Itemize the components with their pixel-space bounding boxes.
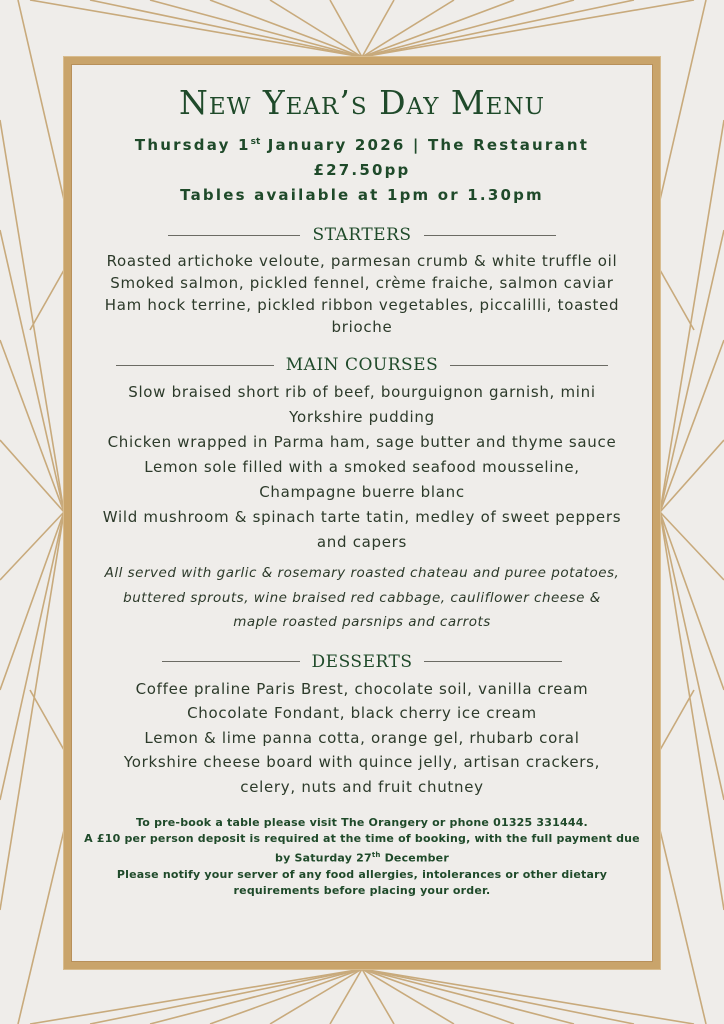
divider-rule bbox=[450, 365, 608, 366]
menu-item: Lemon sole filled with a smoked seafood mousseline, Champagne buerre blanc bbox=[144, 458, 580, 501]
menu-frame bbox=[64, 57, 660, 969]
starters-list bbox=[71, 250, 653, 338]
mains-heading bbox=[71, 354, 653, 376]
desserts-heading-label: DESSERTS bbox=[311, 651, 413, 672]
menu-item: Chicken wrapped in Parma ham, sage butter and thyme sauce bbox=[107, 433, 617, 451]
menu-content bbox=[71, 64, 653, 899]
divider-rule bbox=[168, 235, 300, 236]
menu-item: Chocolate Fondant, black cherry ice cream bbox=[187, 704, 537, 722]
date-weekday: Thursday 1 bbox=[134, 136, 251, 154]
desserts-list bbox=[71, 677, 653, 800]
divider-rule bbox=[424, 235, 556, 236]
mains-sides-note: All served with garlic & rosemary roasted chateau and puree potatoes, buttered sprouts, wine braised red cabbage, cauliflower cheese & maple roasted parsnips and carrots bbox=[104, 565, 620, 630]
starters-heading bbox=[71, 224, 653, 246]
menu-item: Smoked salmon, pickled fennel, crème fraiche, salmon caviar bbox=[110, 274, 614, 292]
allergy-line: Please notify your server of any food allergies, intolerances or other dietary requirements before placing your order. bbox=[116, 867, 608, 897]
deposit-line bbox=[83, 831, 641, 867]
deposit-ordinal: th bbox=[371, 851, 381, 859]
menu-tables: Tables available at 1pm or 1.30pm bbox=[180, 186, 544, 204]
menu-item: Wild mushroom & spinach tarte tatin, medley of sweet peppers and capers bbox=[102, 508, 622, 551]
mains-heading-label: MAIN COURSES bbox=[285, 355, 439, 375]
desserts-heading bbox=[71, 651, 653, 673]
deposit-text: A £10 per person deposit is required at the time of booking, with the full payment due by Saturday 27 bbox=[84, 832, 640, 865]
menu-item: Ham hock terrine, pickled ribbon vegetables, piccalilli, toasted brioche bbox=[104, 296, 620, 336]
menu-item: Coffee praline Paris Brest, chocolate soil, vanilla cream bbox=[135, 679, 589, 698]
divider-rule bbox=[162, 661, 300, 662]
menu-title: New Year’s Day Menu bbox=[179, 83, 545, 122]
date-ordinal: st bbox=[250, 137, 261, 147]
menu-item: Slow braised short rib of beef, bourguignon garnish, mini Yorkshire pudding bbox=[128, 383, 596, 426]
divider-rule bbox=[424, 661, 562, 662]
menu-price: £27.50pp bbox=[313, 161, 411, 179]
deposit-text-end: December bbox=[380, 851, 449, 865]
menu-item: Yorkshire cheese board with quince jelly, artisan crackers, celery, nuts and fruit chutney bbox=[123, 753, 601, 796]
booking-info bbox=[83, 815, 641, 899]
menu-date bbox=[71, 130, 653, 158]
mains-list bbox=[71, 380, 653, 555]
menu-item: Lemon & lime panna cotta, orange gel, rhubarb coral bbox=[144, 728, 580, 747]
date-rest: January 2026 | The Restaurant bbox=[260, 136, 590, 154]
starters-heading-label: STARTERS bbox=[312, 225, 412, 245]
booking-line: To pre-book a table please visit The Orangery or phone 01325 331444. bbox=[136, 816, 588, 829]
menu-item: Roasted artichoke veloute, parmesan crumb & white truffle oil bbox=[106, 252, 618, 270]
divider-rule bbox=[116, 365, 274, 366]
